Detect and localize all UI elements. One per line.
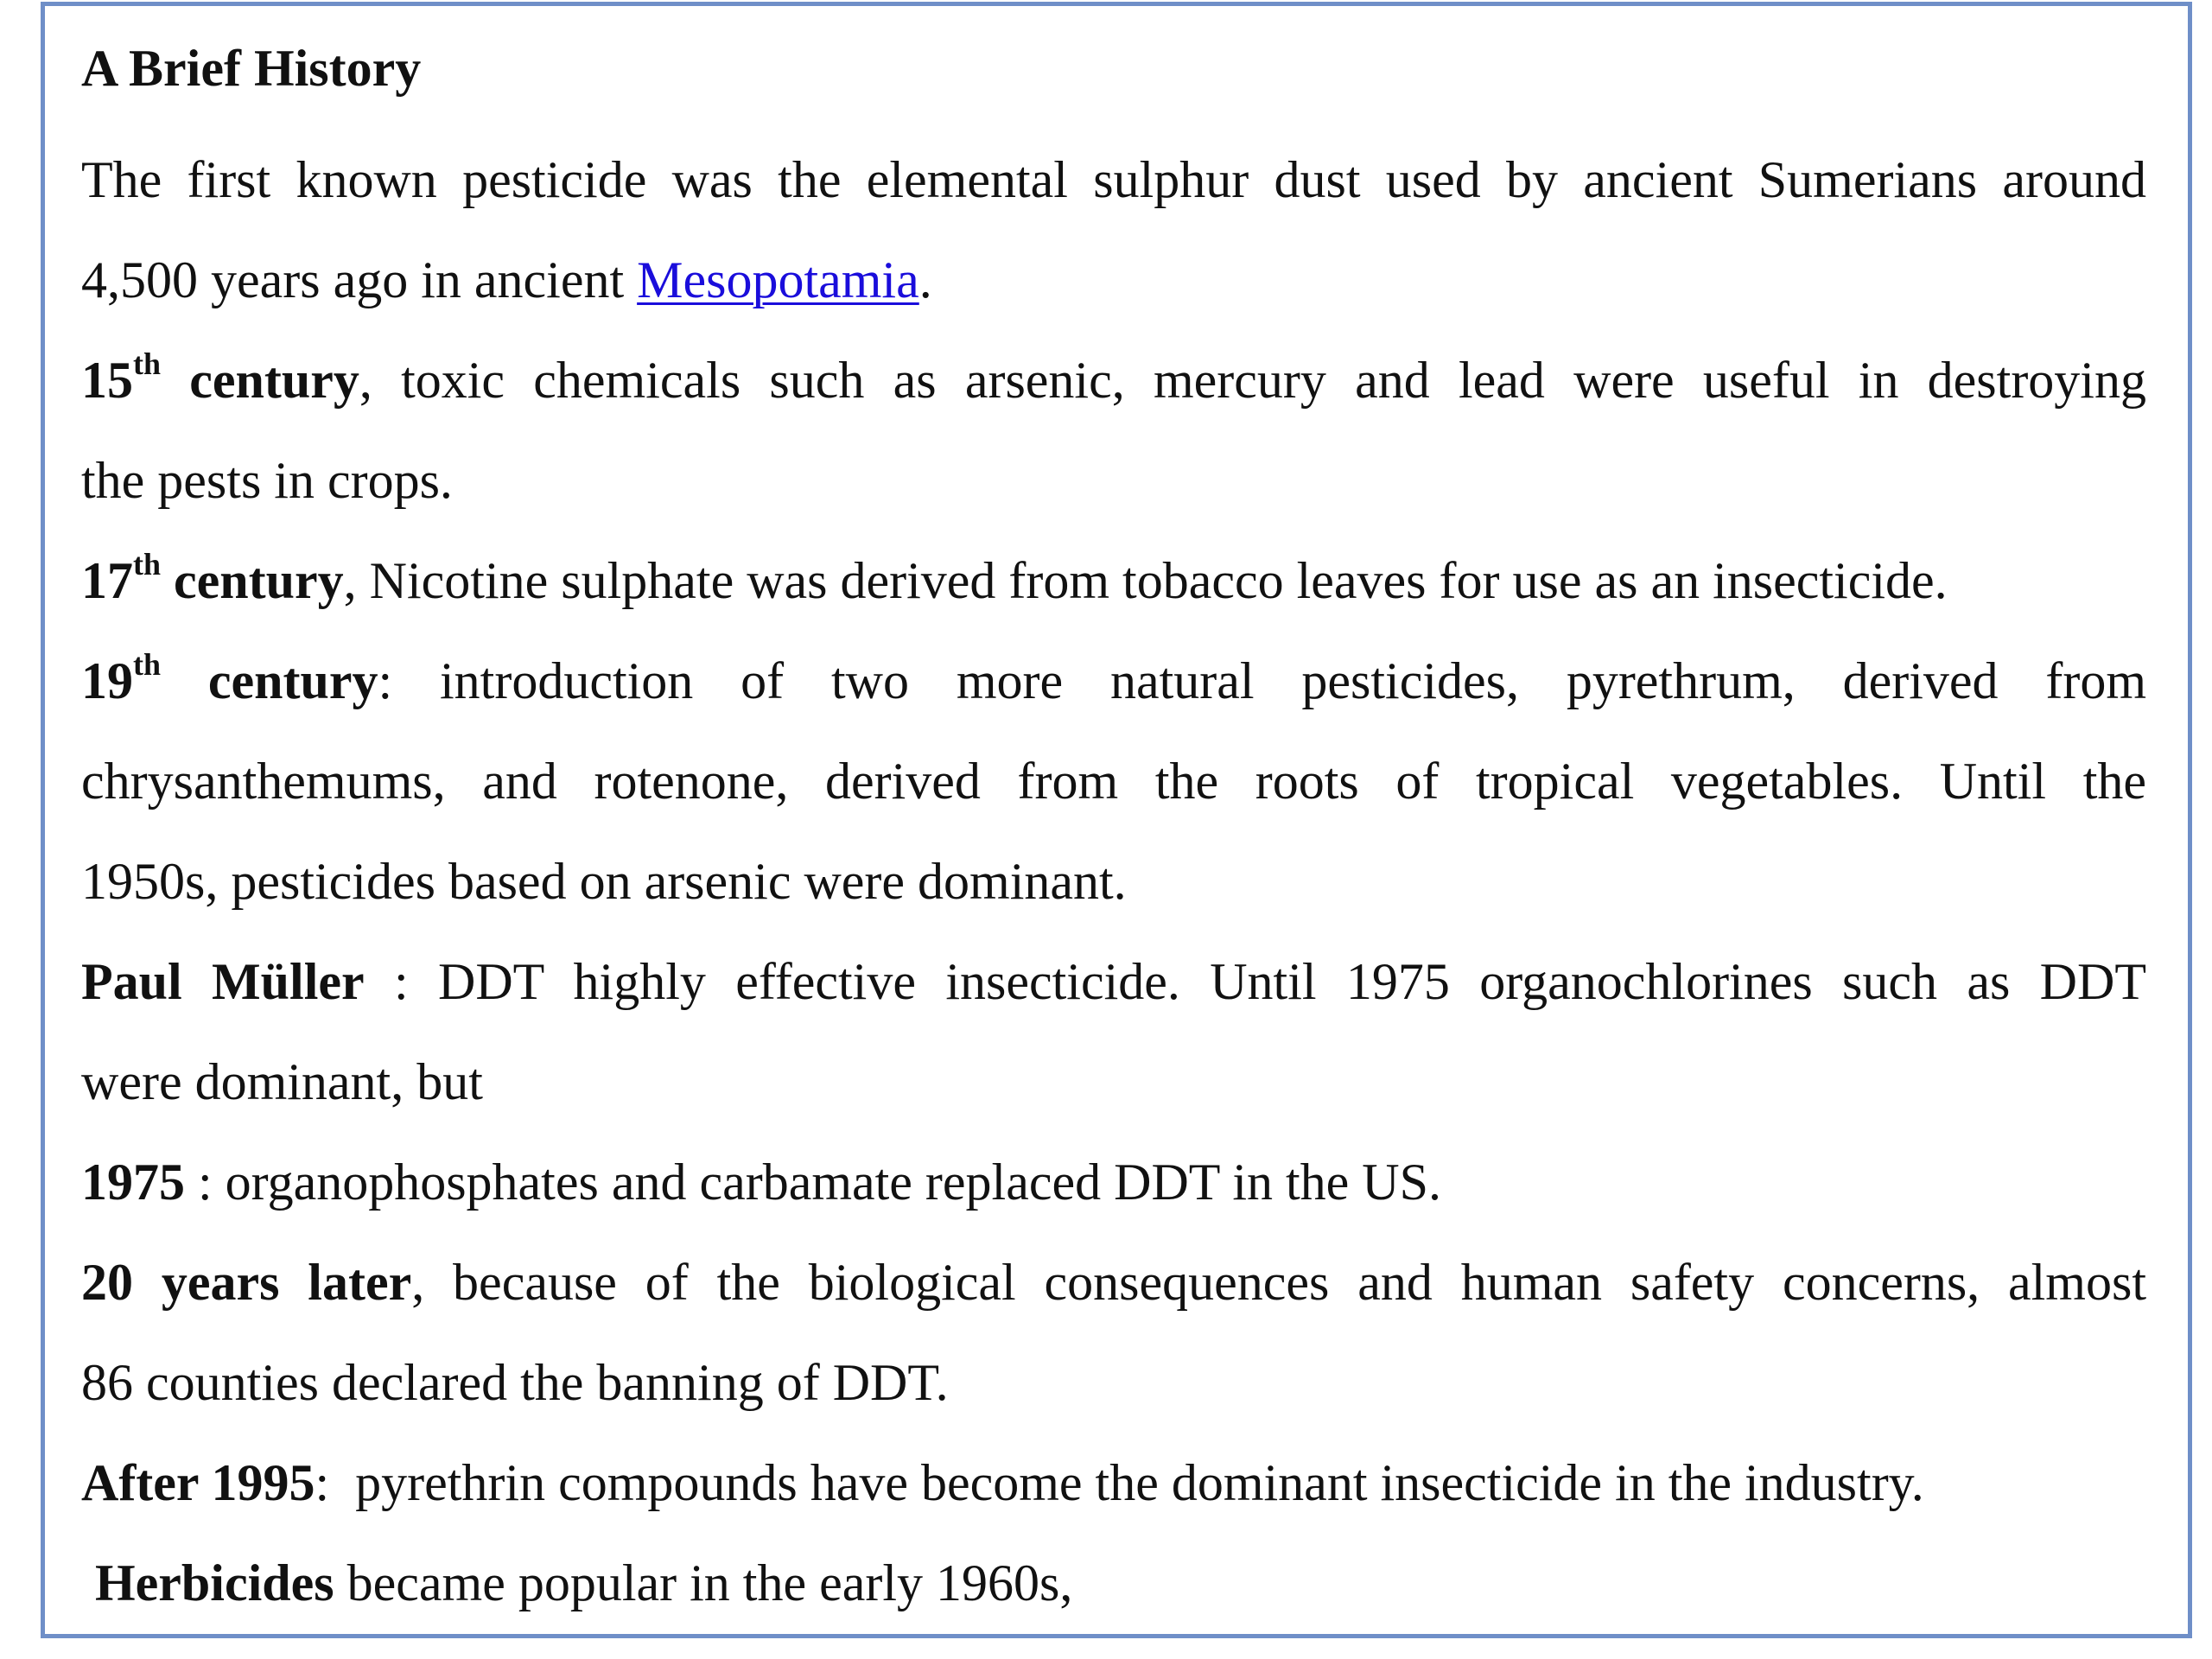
paragraph-paul-muller-line-1 (81, 931, 2146, 1032)
mesopotamia-link[interactable]: Mesopotamia (637, 251, 919, 308)
paragraph-15th-century-line-2: the pests in crops. (81, 452, 453, 509)
text-segment: , Nicotine sulphate was derived from tobacco leaves for use as an insecticide. (343, 552, 1948, 609)
text-segment: , toxic chemicals such as arsenic, mercury and lead were useful in destroying (359, 352, 2146, 409)
text-segment: 4,500 years ago in ancient (81, 251, 638, 308)
paragraph-20-years-later-line-1 (81, 1232, 2146, 1332)
text-segment: became popular in the early 1960s, (334, 1554, 1073, 1611)
year-1975-label: 1975 (81, 1154, 185, 1211)
ordinal-suffix: th (133, 547, 162, 582)
text-segment: : pyrethrin compounds have become the dominant insecticide in the industry. (315, 1454, 1924, 1511)
paragraph-1975 (81, 1132, 2146, 1232)
century-label-17: 17th century (81, 547, 344, 609)
paragraph-20-years-later-line-2: 86 counties declared the banning of DDT. (81, 1354, 949, 1411)
twenty-years-later-label: 20 years later (81, 1254, 412, 1311)
paragraph-19th-century-line-2: chrysanthemums, and rotenone, derived from the roots of tropical vegetables. Until the (81, 753, 2146, 810)
text-segment: : DDT highly effective insecticide. Until 1975 organochlorines such as DDT (364, 953, 2146, 1010)
paragraph-first-pesticide-line-2 (81, 230, 2146, 330)
paragraph-19th-century-line-3: 1950s, pesticides based on arsenic were dominant. (81, 853, 1127, 910)
paragraph-17th-century (81, 531, 2146, 631)
herbicides-label: Herbicides (95, 1554, 334, 1611)
ordinal-suffix: th (133, 647, 162, 682)
text-segment: , because of the biological consequences and human safety concerns, almost (411, 1254, 2146, 1311)
paul-muller-label: Paul Müller (81, 953, 365, 1010)
history-content (81, 29, 2146, 1633)
text-segment: . (918, 251, 932, 308)
after-1995-label: After 1995 (81, 1454, 315, 1511)
paragraph-after-1995 (81, 1433, 2146, 1533)
paragraph-herbicides (81, 1533, 2146, 1633)
paragraph-15th-century-line-1 (81, 330, 2146, 430)
paragraph-paul-muller-line-2: were dominant, but (81, 1053, 483, 1110)
ordinal-suffix: th (133, 346, 162, 381)
text-segment: : introduction of two more natural pesticides, pyrethrum, derived from (378, 652, 2146, 709)
section-title: A Brief History (81, 40, 422, 97)
paragraph-19th-century-line-1 (81, 631, 2146, 731)
text-segment: : organophosphates and carbamate replaced DDT in the US. (185, 1154, 1442, 1211)
century-label-19: 19th century (81, 647, 378, 709)
century-label-15: 15th century (81, 346, 359, 409)
paragraph-first-pesticide-line-1: The first known pesticide was the elemental sulphur dust used by ancient Sumerians around (81, 151, 2146, 208)
